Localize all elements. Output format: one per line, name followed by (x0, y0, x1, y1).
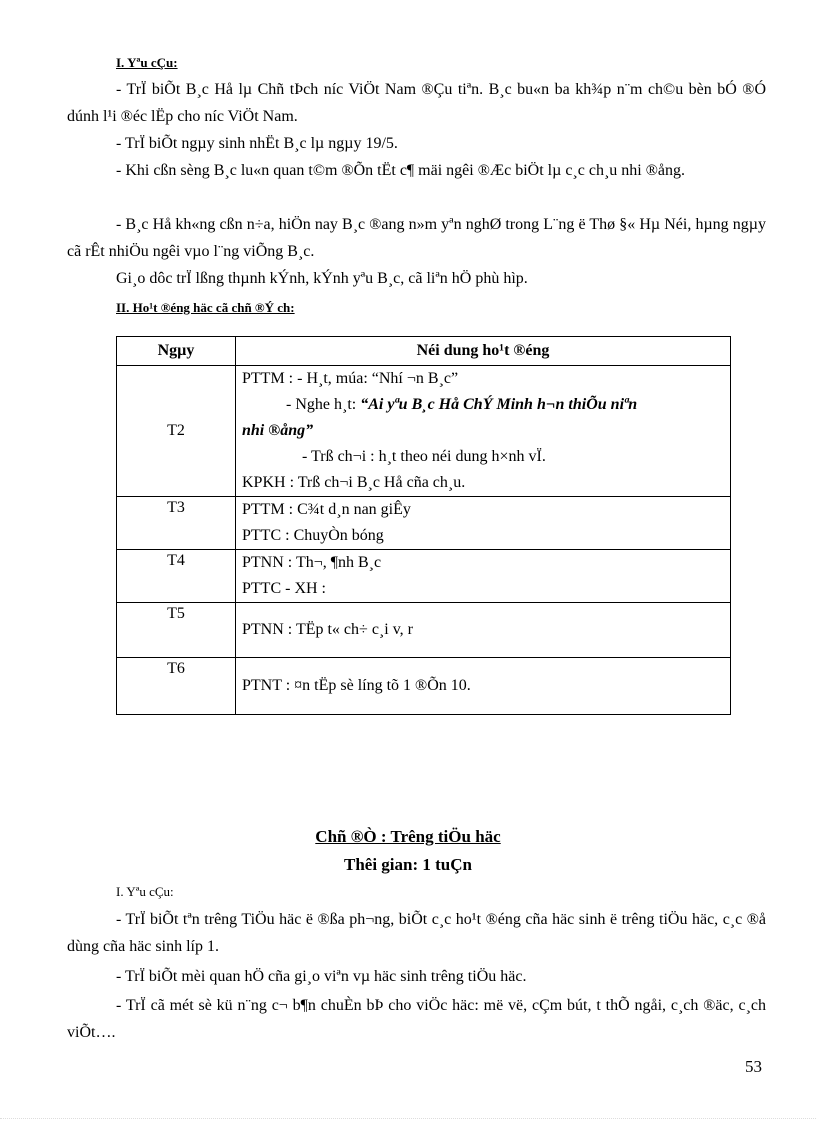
day-cell: T4 (117, 550, 236, 603)
cell-line: PTTM : - H¸t, múa: “Nhí ¬n B¸c” (242, 370, 459, 387)
content-cell (236, 550, 731, 603)
cell-line: PTTM : C¾t d¸n nan giÊy (242, 501, 411, 518)
paragraph (67, 211, 766, 265)
footer-divider (0, 1118, 816, 1119)
content-cell (236, 658, 731, 715)
paragraph-text: - B¸c Hå kh«ng cßn n÷a, hiÖn nay B¸c ®ang n»m yªn nghØ trong L¨ng ë Thø §« Hµ Néi, hµng ngµy cã rÊt nhiÖu ngêi vµo l¨ng viÕng B¸c. (67, 216, 766, 260)
paragraph-text: - TrÏ biÕt mèi quan hÖ cña gi¸o viªn vµ häc sinh trêng tiÖu häc. (116, 968, 527, 985)
section-heading-requirements-2: I. Yªu cÇu: (116, 884, 174, 899)
section-heading-requirements: I. Yªu cÇu: (116, 55, 178, 70)
topic-title (0, 827, 816, 847)
content-cell (236, 497, 731, 550)
paragraph (67, 130, 766, 157)
paragraph (67, 992, 766, 1046)
song-title: Ai yªu B¸c Hå ChÝ Minh h¬n thiÕu niªn (368, 396, 638, 413)
day-cell: T2 (117, 366, 236, 497)
song-title-cont: nhi ®ång” (242, 422, 314, 439)
paragraph (67, 265, 766, 292)
section-heading-activities: II. Ho¹t ®éng häc cã chñ ®Ý ch: (116, 300, 295, 315)
table-row (117, 366, 731, 497)
cell-line: PTTC : ChuyÒn bóng (242, 527, 384, 544)
cell-line-text: - Nghe h¸t: (286, 396, 361, 413)
song-title-quote: “ (360, 396, 369, 413)
page-number: 53 (745, 1057, 762, 1076)
cell-line: PTNT : ¤n tËp sè líng tõ 1 ®Õn 10. (242, 677, 471, 694)
paragraph-text: - TrÏ biÕt ngµy sinh nhËt B¸c lµ ngµy 19/5. (116, 135, 398, 152)
cell-line: KPKH : Trß ch¬i B¸c Hå cña ch¸u. (242, 474, 466, 491)
paragraph-text: - TrÏ biÕt tªn trêng TiÖu häc ë ®ßa ph¬ng, biÕt c¸c ho¹t ®éng cña häc sinh ë trêng tiÖu häc, c¸c ®å dùng cña häc sinh líp 1. (67, 911, 766, 955)
activity-table (116, 336, 731, 715)
header-content: Néi dung ho¹t ®éng (236, 337, 731, 366)
table-row (117, 658, 731, 715)
paragraph-text: - Khi cßn sèng B¸c lu«n quan t©m ®Õn tËt c¶ mäi ngêi ®Æc biÖt lµ c¸c ch¸u nhi ®ång. (116, 162, 685, 179)
table-header-row (117, 337, 731, 366)
paragraph (67, 157, 766, 184)
paragraph (67, 906, 766, 960)
topic-title-text: Chñ ®Ò : Trêng tiÖu häc (315, 827, 501, 846)
content-cell (236, 603, 731, 658)
paragraph (67, 76, 766, 130)
cell-line: - Trß ch¬i : h¸t theo néi dung h×nh vÏ. (302, 448, 546, 465)
topic-duration: Thêi gian: 1 tuÇn (344, 855, 472, 874)
cell-line: PTNN : Th¬, ¶nh B¸c (242, 554, 382, 571)
cell-line: PTTC - XH : (242, 580, 326, 597)
header-day: Ngµy (117, 337, 236, 366)
paragraph-text: - TrÏ cã mét sè kü n¨ng c¬ b¶n chuÈn bÞ cho viÖc häc: më vë, cÇm bút, t thÕ ngåi, c¸ch ®äc, c¸ch viÕt…. (67, 997, 766, 1041)
cell-line (236, 392, 730, 418)
day-cell: T3 (117, 497, 236, 550)
table-row (117, 550, 731, 603)
content-cell (236, 366, 731, 497)
table-row (117, 497, 731, 550)
day-cell: T5 (117, 603, 236, 658)
cell-line: PTNN : TËp t« ch÷ c¸i v, r (242, 621, 413, 638)
day-cell: T6 (117, 658, 236, 715)
table-row (117, 603, 731, 658)
paragraph-text: - TrÏ biÕt B¸c Hå lµ Chñ tÞch níc ViÖt Nam ®Çu tiªn. B¸c bu«n ba kh¾p n¨m ch©u bèn bÓ ®Ó dúnh l¹i ®éc lËp cho níc ViÖt Nam. (67, 81, 766, 125)
paragraph-text: Gi¸o dôc trÏ lßng thµnh kÝnh, kÝnh yªu B¸c, cã liªn hÖ phù hìp. (116, 270, 528, 287)
paragraph (67, 963, 766, 990)
